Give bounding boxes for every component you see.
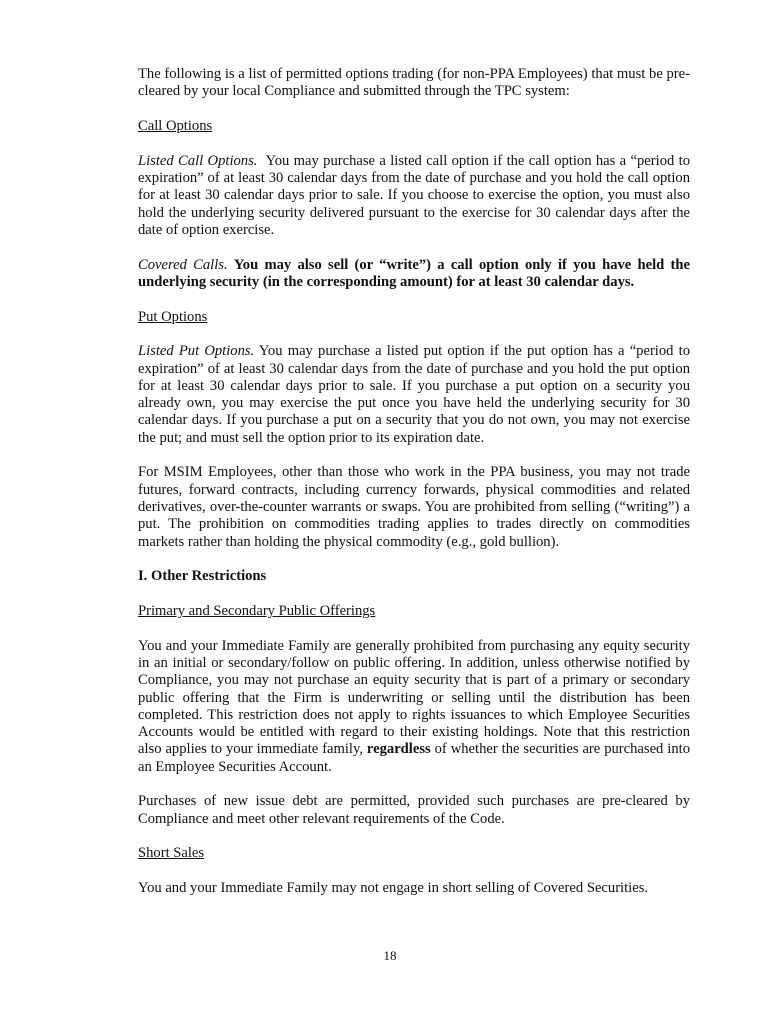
public-offerings-text-before: You and your Immediate Family are generally prohibited from purchasing any equity security in an initial or secondary/follow on public offering. In addition, unless otherwise notified by Compliance, you may not purchase an equity security that is part of a primary or secondary public offering that the Firm is underwriting or selling until the distribution has been completed. This restriction does not apply to rights issuances to which Employee Securities Accounts would be entitled with regard to their existing holdings. Note that this restriction also applies to your immediate family, (138, 637, 690, 758)
covered-calls-title: Covered Calls. (138, 256, 228, 273)
listed-call-options-body: You may purchase a listed call option if the call option has a “period to expiration” of at least 30 calendar days from the date of purchase and you hold the call option for at least 30 calendar days prior to sale. If you choose to exercise the option, you must also hold the underlying security delivered pursuant to the exercise for 30 calendar days after the date of option exercise. (138, 152, 691, 238)
public-offerings-text-after: of whether the securities are purchased into an Employee Securities Account. (138, 741, 690, 775)
listed-call-options-paragraph (138, 153, 690, 239)
public-offerings-regardless: regardless (366, 741, 431, 758)
new-issue-debt-paragraph: Purchases of new issue debt are permitted, provided such purchases are pre-cleared by Compliance and meet other relevant requirements of the Code. (138, 793, 690, 827)
document-page (138, 66, 690, 915)
public-offerings-heading: Primary and Secondary Public Offerings (138, 602, 376, 619)
short-sales-paragraph: You and your Immediate Family may not engage in short selling of Covered Securities. (138, 880, 649, 897)
other-restrictions-heading: I. Other Restrictions (138, 568, 267, 585)
put-options-heading: Put Options (138, 308, 208, 325)
listed-call-options-title: Listed Call Options. (138, 152, 258, 169)
page-number: 18 (383, 948, 397, 963)
listed-put-options-body: You may purchase a listed put option if the put option has a “period to expiration” of at least 30 calendar days from the date of purchase and you hold the put option for at least 30 calendar days prior to sale. If you purchase a put option on a security you already own, you may exercise the put once you have held the underlying security for 30 calendar days. If you purchase a put on a security that you do not own, you may not exercise the put; and must sell the option prior to its expiration date. (138, 343, 690, 446)
covered-calls-paragraph (138, 257, 690, 292)
listed-put-options-title: Listed Put Options. (138, 343, 255, 360)
covered-calls-body: You may also sell (or “write”) a call option only if you have held the underlying security (in the corresponding amount) for at least 30 calendar days. (138, 256, 690, 290)
short-sales-heading: Short Sales (138, 845, 205, 862)
msim-employees-paragraph: For MSIM Employees, other than those who work in the PPA business, you may not trade futures, forward contracts, including currency forwards, physical commodities and related derivatives, over-the-counter warrants or swaps. You are prohibited from selling (“writing”) a put. The prohibition on commodities trading applies to trades directly on commodities markets rather than holding the physical commodity (e.g., gold bullion). (138, 464, 690, 550)
listed-put-options-paragraph (138, 343, 690, 447)
public-offerings-paragraph (138, 638, 690, 776)
call-options-heading: Call Options (138, 117, 213, 134)
intro-paragraph: The following is a list of permitted options trading (for non-PPA Employees) that must be pre-cleared by your local Compliance and submitted through the TPC system: (138, 66, 690, 100)
